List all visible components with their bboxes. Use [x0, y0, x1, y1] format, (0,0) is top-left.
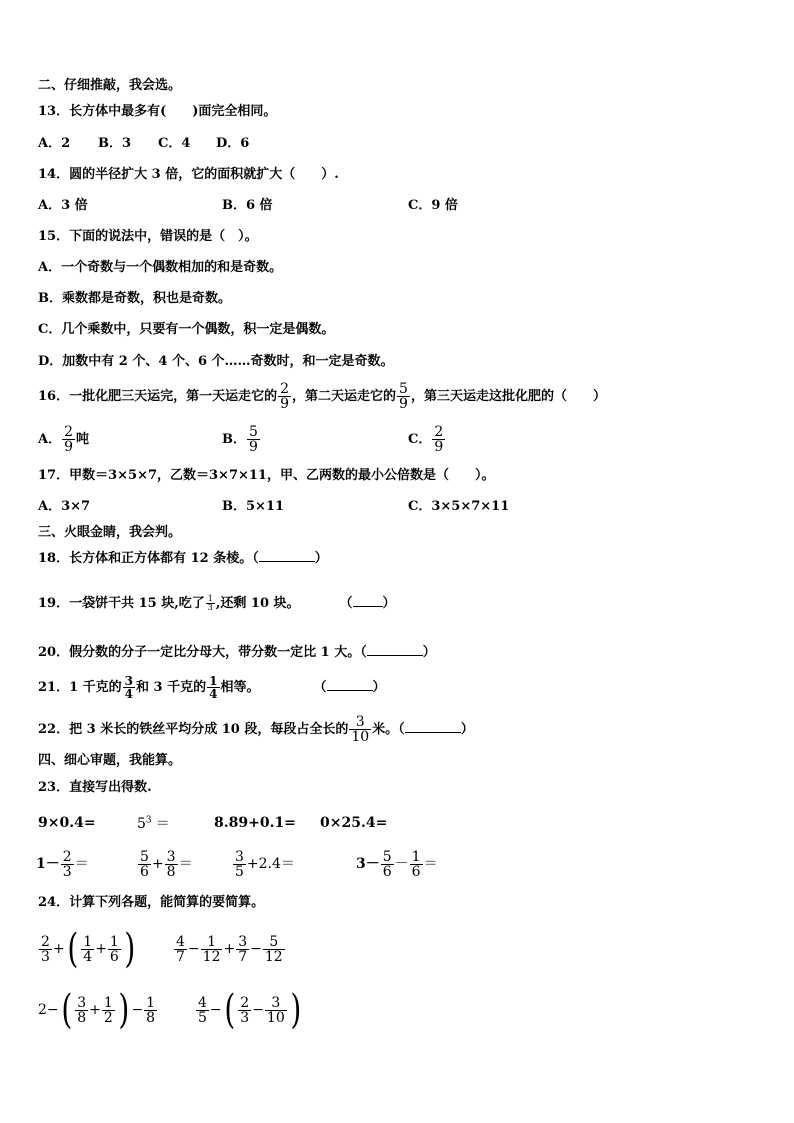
question-13: 13．长方体中最多有( )面完全相同。 — [38, 104, 277, 119]
question-15: 15．下面的说法中，错误的是（ ）。 — [38, 229, 258, 244]
q16-option-b: B． $\frac{5}{9}$ — [222, 424, 258, 455]
q13-option-b: B．3 — [98, 136, 132, 151]
section-title-3: 三、火眼金睛，我会判。 — [38, 525, 182, 540]
q23-item-7: $\frac{3}{5}$ +2.4＝ — [235, 848, 295, 880]
q17-option-b: B．5×11 — [222, 499, 285, 514]
q13-option-d: D．6 — [216, 136, 250, 151]
question-21: 21．1 千克的 $\frac{3}{4}$ 和 3 千克的 $\frac{1}{4}$ 相等。 （ ） — [38, 674, 386, 701]
q16-option-a: A． $\frac{2}{9}$ 吨 — [38, 424, 90, 455]
question-18: 18．长方体和正方体都有 12 条棱。（ ） — [38, 551, 328, 566]
q23-item-4: 0×25.4= — [320, 815, 388, 831]
answer-blank[interactable] — [259, 561, 315, 562]
fraction: $\frac{2}{9}$ — [280, 381, 290, 412]
q15-option-c: C．几个乘数中，只要有一个偶数，积一定是偶数。 — [38, 322, 335, 337]
q16-option-c: C． $\frac{2}{9}$ — [408, 424, 444, 455]
answer-blank[interactable] — [353, 606, 383, 607]
q24-expression-2: $\frac{4}{7}$ − $\frac{1}{12}$ + $\frac{3}{7}$ − $\frac{5}{12}$ — [176, 933, 283, 965]
question-17: 17．甲数＝3×5×7，乙数＝3×7×11，甲、乙两数的最小公倍数是（ ）。 — [38, 468, 495, 483]
question-19: 19．一袋饼干共 15 块,吃了 $\frac{1}{3}$ ,还剩 10 块。 （ ） — [38, 594, 396, 612]
q16-text-1: 16．一批化肥三天运完，第一天运走它的 — [38, 389, 278, 404]
q24-expression-4: $\frac{4}{5}$ −( $\frac{2}{3}$ − $\frac{3}{10}$ ) — [198, 987, 302, 1033]
q16-text-2: ，第二天运走它的 — [292, 389, 397, 404]
q23-item-6: $\frac{5}{6}$ + $\frac{3}{8}$ ＝ — [140, 848, 193, 880]
q13-option-a: A．2 — [38, 136, 71, 151]
question-20: 20．假分数的分子一定比分母大，带分数一定比 1 大。（ ） — [38, 645, 436, 660]
question-24: 24．计算下列各题，能简算的要简算。 — [38, 895, 265, 910]
q23-item-1: 9×0.4= — [38, 815, 96, 831]
q14-option-b: B．6 倍 — [222, 198, 273, 213]
answer-blank[interactable] — [367, 655, 423, 656]
question-14: 14．圆的半径扩大 3 倍，它的面积就扩大（ ）. — [38, 167, 339, 182]
answer-blank[interactable] — [327, 690, 373, 691]
question-23: 23．直接写出得数. — [38, 780, 152, 795]
section-title-4: 四、细心审题，我能算。 — [38, 753, 182, 768]
q17-option-c: C．3×5×7×11 — [408, 499, 510, 514]
q14-option-c: C．9 倍 — [408, 198, 458, 213]
q23-item-2: $5^3$ ＝ — [137, 815, 170, 832]
q24-expression-1: $\frac{2}{3}$ +( $\frac{1}{4}$ + $\frac{1}{6}$ ) — [41, 926, 136, 972]
question-16 — [38, 382, 606, 412]
q24-expression-3: 2−( $\frac{3}{8}$ + $\frac{1}{2}$ ) − $\frac{1}{8}$ — [38, 987, 156, 1033]
q15-option-d: D．加数中有 2 个、4 个、6 个……奇数时，和一定是奇数。 — [38, 354, 394, 369]
q13-option-c: C．4 — [158, 136, 191, 151]
q16-text-3: ，第三天运走这批化肥的（ ） — [410, 389, 606, 404]
answer-blank[interactable] — [405, 732, 461, 733]
question-22: 22．把 3 米长的铁丝平均分成 10 段，每段占全长的 $\frac{3}{10}$ 米。（ ） — [38, 714, 474, 745]
q23-item-3: 8.89+0.1= — [214, 815, 296, 831]
q23-item-8: 3－ $\frac{5}{6}$ － $\frac{1}{6}$ ＝ — [356, 848, 438, 880]
q15-option-b: B．乘数都是奇数，积也是奇数。 — [38, 291, 231, 306]
fraction: $\frac{5}{9}$ — [399, 381, 408, 412]
q14-option-a: A．3 倍 — [38, 198, 88, 213]
q23-item-5: 1－ $\frac{2}{3}$ ＝ — [36, 848, 89, 880]
q15-option-a: A．一个奇数与一个偶数相加的和是奇数。 — [38, 260, 283, 275]
q17-option-a: A．3×7 — [38, 499, 91, 514]
section-title-2: 二、仔细推敲，我会选。 — [38, 78, 182, 93]
